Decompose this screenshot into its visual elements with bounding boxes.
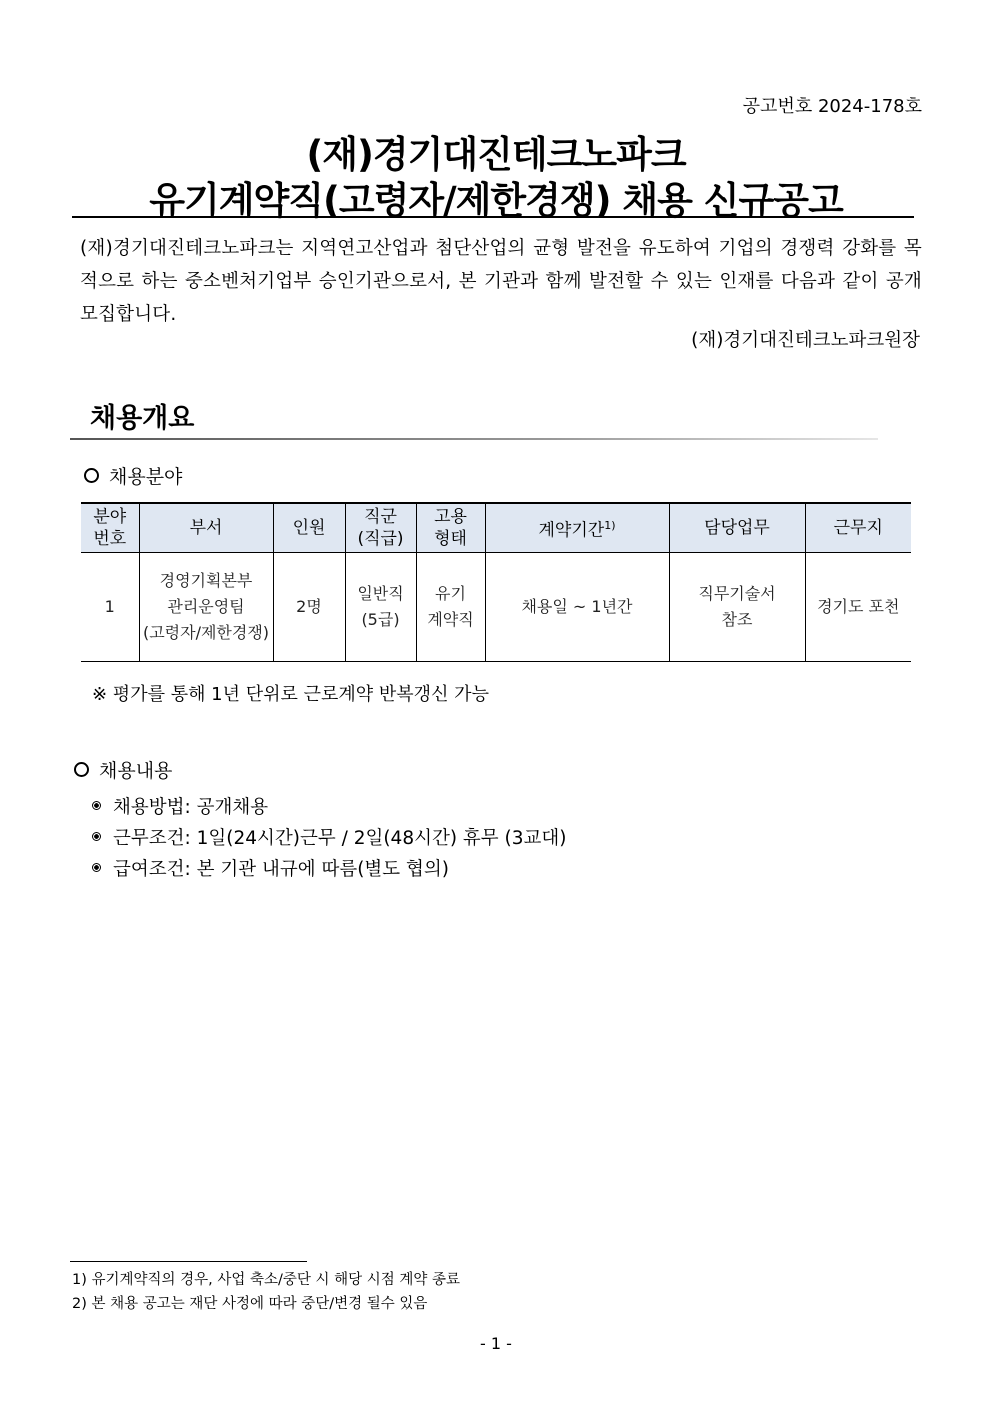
circle-bullet-icon xyxy=(84,468,99,483)
cell-employment-type: 유기 계약직 xyxy=(416,553,485,662)
header-location: 근무지 xyxy=(805,503,911,553)
page-title-line2: 유기계약직(고령자/제한경쟁) 채용 신규공고 xyxy=(149,179,843,222)
header-headcount: 인원 xyxy=(273,503,345,553)
details-list xyxy=(92,790,567,883)
page-number: - 1 - xyxy=(480,1334,512,1353)
section-title: 채용개요 xyxy=(90,403,195,434)
recruitment-table xyxy=(81,502,911,662)
cell-contract-period: 채용일 ~ 1년간 xyxy=(485,553,669,662)
bullet-icon xyxy=(92,863,101,872)
page-title-line1: (재)경기대진테크노파크 xyxy=(306,133,686,176)
header-department: 부서 xyxy=(139,503,273,553)
header-contract-period: 계약기간$^{1)}$ xyxy=(485,503,669,553)
cell-location: 경기도 포천 xyxy=(805,553,911,662)
footnote-1: 1) 유기계약직의 경우, 사업 축소/중단 시 해당 시점 계약 종료 xyxy=(72,1272,461,1288)
subsection-recruit-details xyxy=(74,756,172,783)
list-item: 근무조건: 1일(24시간)근무 / 2일(48시간) 휴무 (3교대) xyxy=(92,821,567,852)
circle-bullet-icon xyxy=(74,762,89,777)
section-divider xyxy=(70,438,878,440)
list-item: 급여조건: 본 기관 내규에 따름(별도 협의) xyxy=(92,852,567,883)
intro-paragraph: (재)경기대진테크노파크는 지역연고산업과 첨단산업의 균형 발전을 유도하여 기업의 경쟁력 강화를 목적으로 하는 중소벤처기업부 승인기관으로서, 본 기관과 함께 발전할 수 있는 인재를 다음과 같이 공개 모집합니다. xyxy=(80,238,922,325)
cell-field-no: 1 xyxy=(81,553,139,662)
subsection-recruit-field xyxy=(84,462,182,489)
header-employment-type: 고용 형태 xyxy=(416,503,485,553)
list-item: 채용방법: 공개채용 xyxy=(92,790,567,821)
bullet-icon xyxy=(92,801,101,810)
cell-department: 경영기획본부 관리운영팀 (고령자/제한경쟁) xyxy=(139,553,273,662)
table-row xyxy=(81,553,911,662)
footnote-2: 2) 본 채용 공고는 재단 사정에 따라 중단/변경 될수 있음 xyxy=(72,1296,428,1312)
header-duty: 담당업무 xyxy=(669,503,805,553)
signer: (재)경기대진테크노파크원장 xyxy=(691,330,920,351)
table-header-row xyxy=(81,503,911,553)
footnote-ref: 1) xyxy=(604,518,616,532)
renewal-note: ※ 평가를 통해 1년 단위로 근로계약 반복갱신 가능 xyxy=(92,684,489,705)
bullet-icon xyxy=(92,832,101,841)
notice-number: 공고번호 2024-178호 xyxy=(742,96,922,117)
cell-duty: 직무기술서 참조 xyxy=(669,553,805,662)
subsection-label: 채용분야 xyxy=(109,466,183,488)
header-field-no: 분야 번호 xyxy=(81,503,139,553)
footnote-divider xyxy=(70,1261,307,1262)
subsection-label: 채용내용 xyxy=(99,760,173,782)
cell-headcount: 2명 xyxy=(273,553,345,662)
title-divider xyxy=(72,216,914,218)
cell-job-grade: 일반직 (5급) xyxy=(345,553,416,662)
header-job-grade: 직군 (직급) xyxy=(345,503,416,553)
